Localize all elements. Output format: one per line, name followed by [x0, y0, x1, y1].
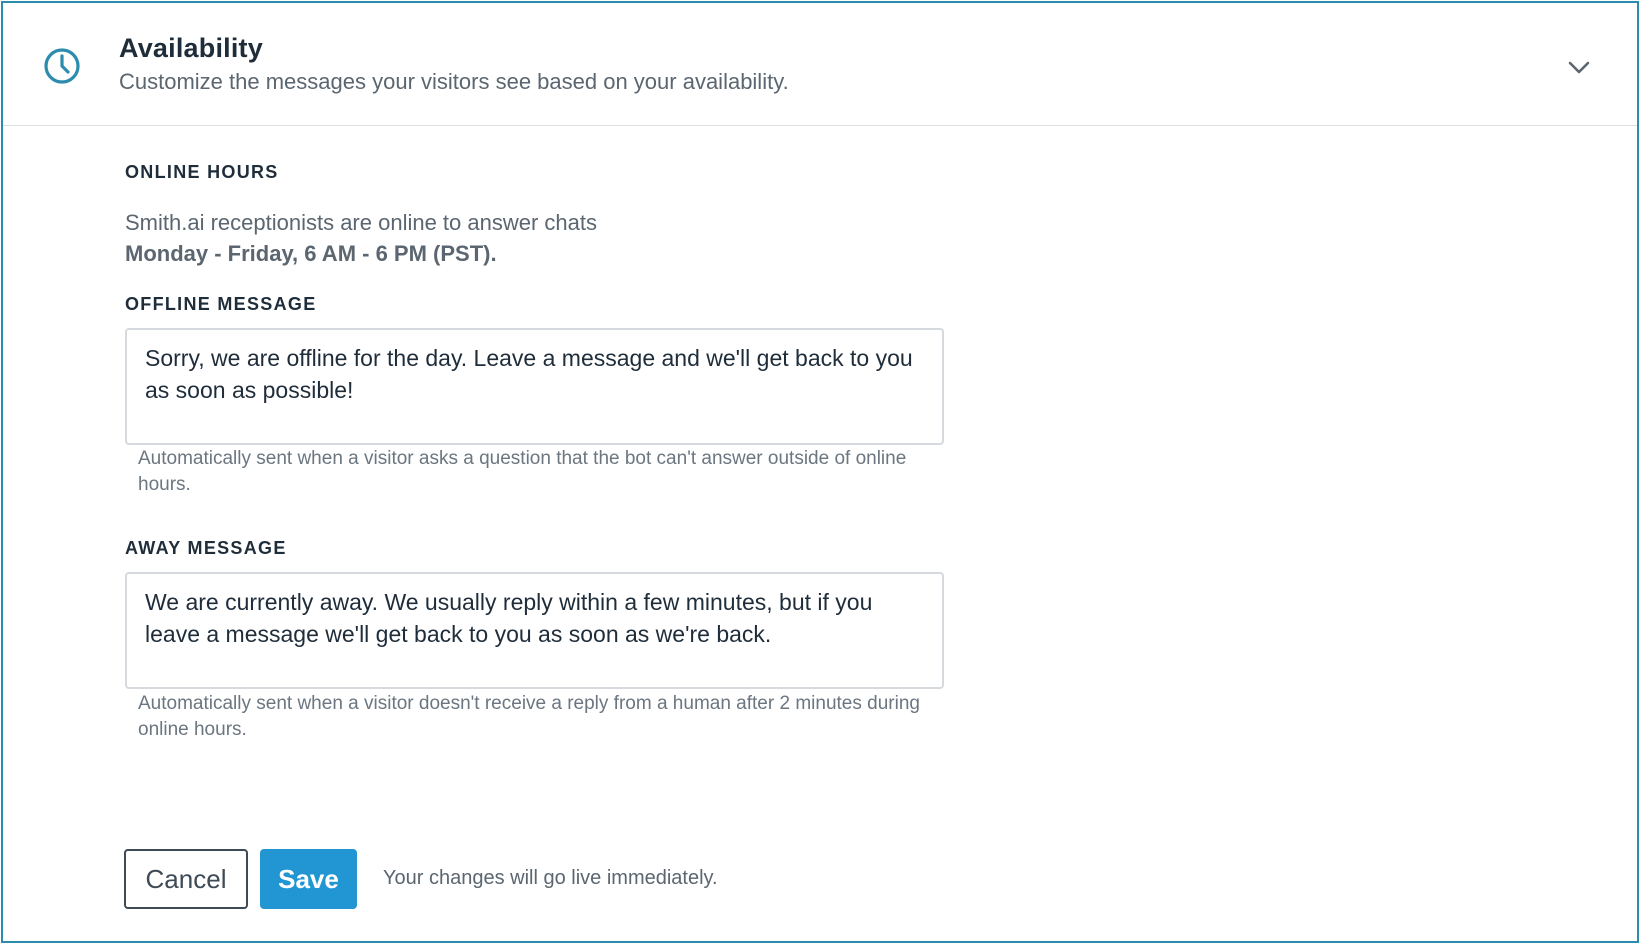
offline-message-field[interactable]: Sorry, we are offline for the day. Leave a message and we'll get back to you as soon as possible!: [125, 328, 944, 445]
away-message-label: AWAY MESSAGE: [125, 538, 287, 558]
away-message-field[interactable]: We are currently away. We usually reply within a few minutes, but if you leave a message we'll get back to you as soon as we're back.: [125, 572, 944, 689]
save-note: Your changes will go live immediately.: [383, 867, 718, 889]
offline-message-help: Automatically sent when a visitor asks a question that the bot can't answer outside of online hours.: [138, 448, 907, 495]
chevron-down-icon[interactable]: [1565, 53, 1593, 81]
away-message-help: Automatically sent when a visitor doesn't receive a reply from a human after 2 minutes during online hours.: [138, 693, 920, 740]
offline-message-label: OFFLINE MESSAGE: [125, 294, 317, 314]
page-title: Availability: [119, 33, 263, 63]
panel-header[interactable]: [3, 3, 1637, 126]
availability-panel: [1, 1, 1639, 943]
online-hours-description: Smith.ai receptionists are online to answer chats: [125, 210, 598, 235]
online-hours-text: [125, 207, 597, 269]
cancel-button[interactable]: Cancel: [124, 849, 248, 909]
page-subtitle: Customize the messages your visitors see based on your availability.: [119, 69, 789, 94]
clock-icon: [43, 47, 81, 85]
online-hours-label: ONLINE HOURS: [125, 162, 279, 182]
save-button[interactable]: Save: [260, 849, 357, 909]
online-hours-schedule: Monday - Friday, 6 AM - 6 PM (PST).: [125, 241, 497, 266]
